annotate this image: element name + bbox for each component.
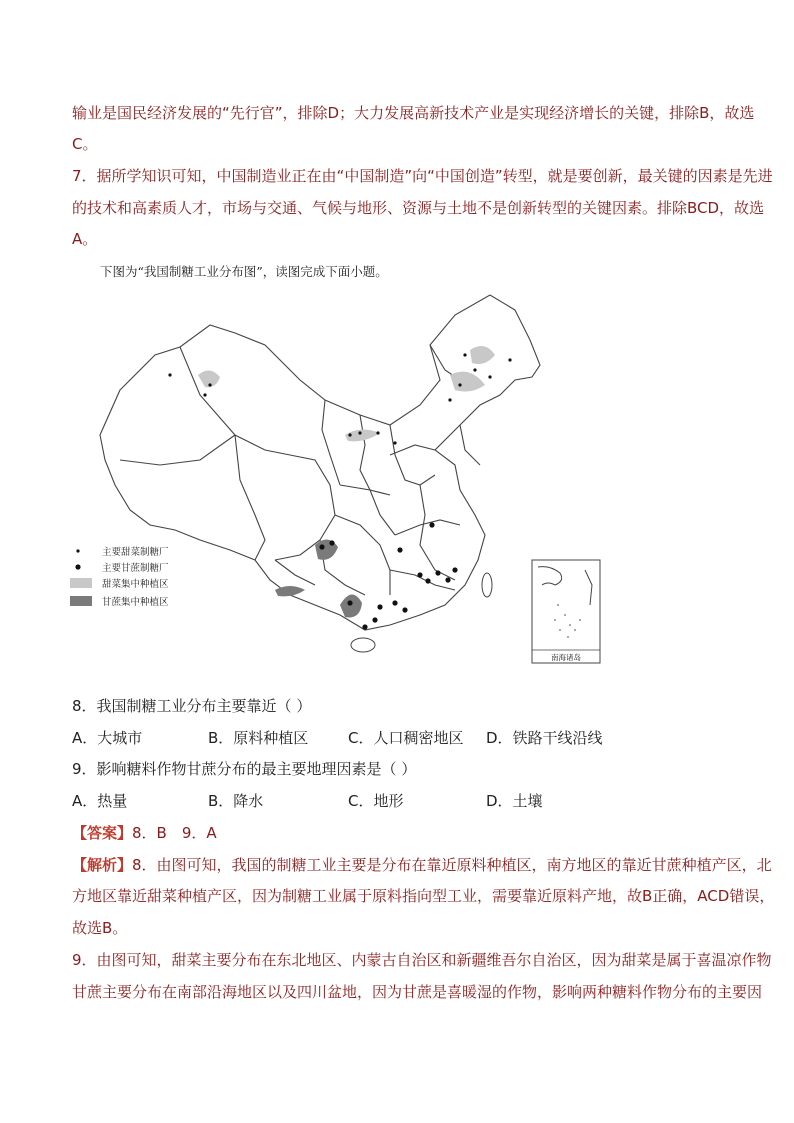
beet-factory [473, 368, 476, 371]
q8-option-a: A．大城市 [72, 729, 143, 747]
beet-area-heilongjiang [470, 346, 495, 364]
cane-factory [392, 600, 397, 605]
legend-label-beet-area: 甜菜集中种植区 [102, 579, 169, 590]
taiwan-outline [482, 573, 492, 597]
text-line-2: C。 [72, 135, 98, 153]
q9-option-b: B．降水 [208, 792, 264, 810]
text-line-1: 输业是国民经济发展的“先行官”，排除D；大力发展高新技术产业是实现经济增长的关键，排除B，故选 [72, 104, 755, 122]
beet-planting-areas [198, 346, 495, 441]
legend-label-cane-factory: 主要甘蔗制糖厂 [102, 563, 169, 574]
answer-tag: 【答案】 [72, 824, 133, 842]
cane-factory [445, 577, 450, 582]
cane-factory [435, 570, 440, 575]
legend-label-cane-area: 甘蔗集中种植区 [102, 597, 169, 608]
cane-factory [452, 567, 457, 572]
beet-factory [358, 431, 361, 434]
beet-factories [168, 353, 511, 444]
legend-small-dot [76, 549, 79, 552]
map-legend [70, 546, 169, 608]
inset-label: 南海诸岛 [551, 653, 581, 662]
q9-option-d: D．土壤 [486, 792, 543, 810]
analysis-tag: 【解析】 [72, 856, 133, 874]
map-caption: 下图为“我国制糖工业分布图”，读图完成下面小题。 [100, 264, 388, 279]
beet-factory [393, 441, 396, 444]
cane-factory [402, 607, 407, 612]
cane-factories [319, 522, 457, 629]
analysis-line-3: 故选B。 [72, 919, 128, 937]
q7-explanation-line-3: A。 [72, 230, 98, 248]
q9-option-a: A．热量 [72, 792, 128, 810]
legend-light-swatch [70, 578, 92, 588]
q8-option-b: B．原料种植区 [208, 729, 309, 747]
beet-factory [458, 383, 461, 386]
beet-factory [348, 433, 351, 436]
sugar-industry-map [60, 285, 620, 665]
beet-factory [488, 375, 491, 378]
q8-options [72, 728, 712, 748]
cane-factory [417, 572, 422, 577]
cane-factory [377, 604, 382, 609]
legend-large-dot [75, 564, 80, 569]
south-china-sea-inset [532, 560, 600, 663]
cane-factory [397, 547, 402, 552]
beet-factory [203, 393, 206, 396]
q9-stem: 9．影响糖料作物甘蔗分布的最主要地理因素是（ ） [72, 760, 417, 778]
beet-factory [463, 353, 466, 356]
cane-area-guangxi [340, 594, 362, 617]
q7-explanation-line-2: 的技术和高素质人才，市场与交通、气候与地形、资源与土地不是创新转型的关键因素。排除BCD，故选 [72, 199, 765, 217]
cane-factory [372, 617, 377, 622]
analysis-line-4: 9．由图可知，甜菜主要分布在东北地区、内蒙古自治区和新疆维吾尔自治区，因为甜菜是属于喜温凉作物 [72, 951, 772, 969]
beet-factory [376, 431, 379, 434]
beet-factory [508, 358, 511, 361]
legend-dark-swatch [70, 596, 92, 606]
answer-text: 8．B 9．A [132, 824, 217, 842]
q9-options [72, 791, 712, 811]
cane-factory [319, 544, 324, 549]
q9-option-c: C．地形 [348, 792, 404, 810]
q8-option-d: D．铁路干线沿线 [486, 729, 603, 747]
analysis-line-1 [72, 855, 772, 875]
beet-area-northeast [450, 372, 485, 392]
q8-stem: 8．我国制糖工业分布主要靠近（ ） [72, 697, 312, 715]
analysis-line-2: 方地区靠近甜菜种植产区，因为制糖工业属于原料指向型工业，需要靠近原料产地，故B正确，ACD错误， [72, 887, 775, 905]
answer-line [72, 823, 217, 843]
legend-label-beet-factory: 主要甜菜制糖厂 [102, 547, 169, 558]
analysis-text-1: 8．由图可知，我国的制糖工业主要是分布在靠近原料种植区，南方地区的靠近甘蔗种植产区，北 [132, 856, 772, 874]
beet-factory [208, 383, 211, 386]
cane-factory [347, 600, 352, 605]
china-map-figure [60, 285, 620, 665]
q8-option-c: C．人口稠密地区 [348, 729, 464, 747]
cane-planting-areas [275, 539, 362, 617]
beet-factory [168, 373, 171, 376]
cane-factory [425, 578, 430, 583]
cane-factory [329, 540, 334, 545]
hainan-outline [351, 638, 375, 652]
beet-factory [448, 398, 451, 401]
q7-explanation-line-1: 7．据所学知识可知，中国制造业正在由“中国制造”向“中国创造”转型，就是要创新，最关键的因素是先进 [72, 167, 773, 185]
cane-factory [362, 624, 367, 629]
cane-factory [429, 522, 434, 527]
inset-frame [532, 560, 600, 663]
analysis-line-5: 甘蔗主要分布在南部沿海地区以及四川盆地，因为甘蔗是喜暖湿的作物，影响两种糖料作物分布的主要因 [72, 983, 763, 1001]
